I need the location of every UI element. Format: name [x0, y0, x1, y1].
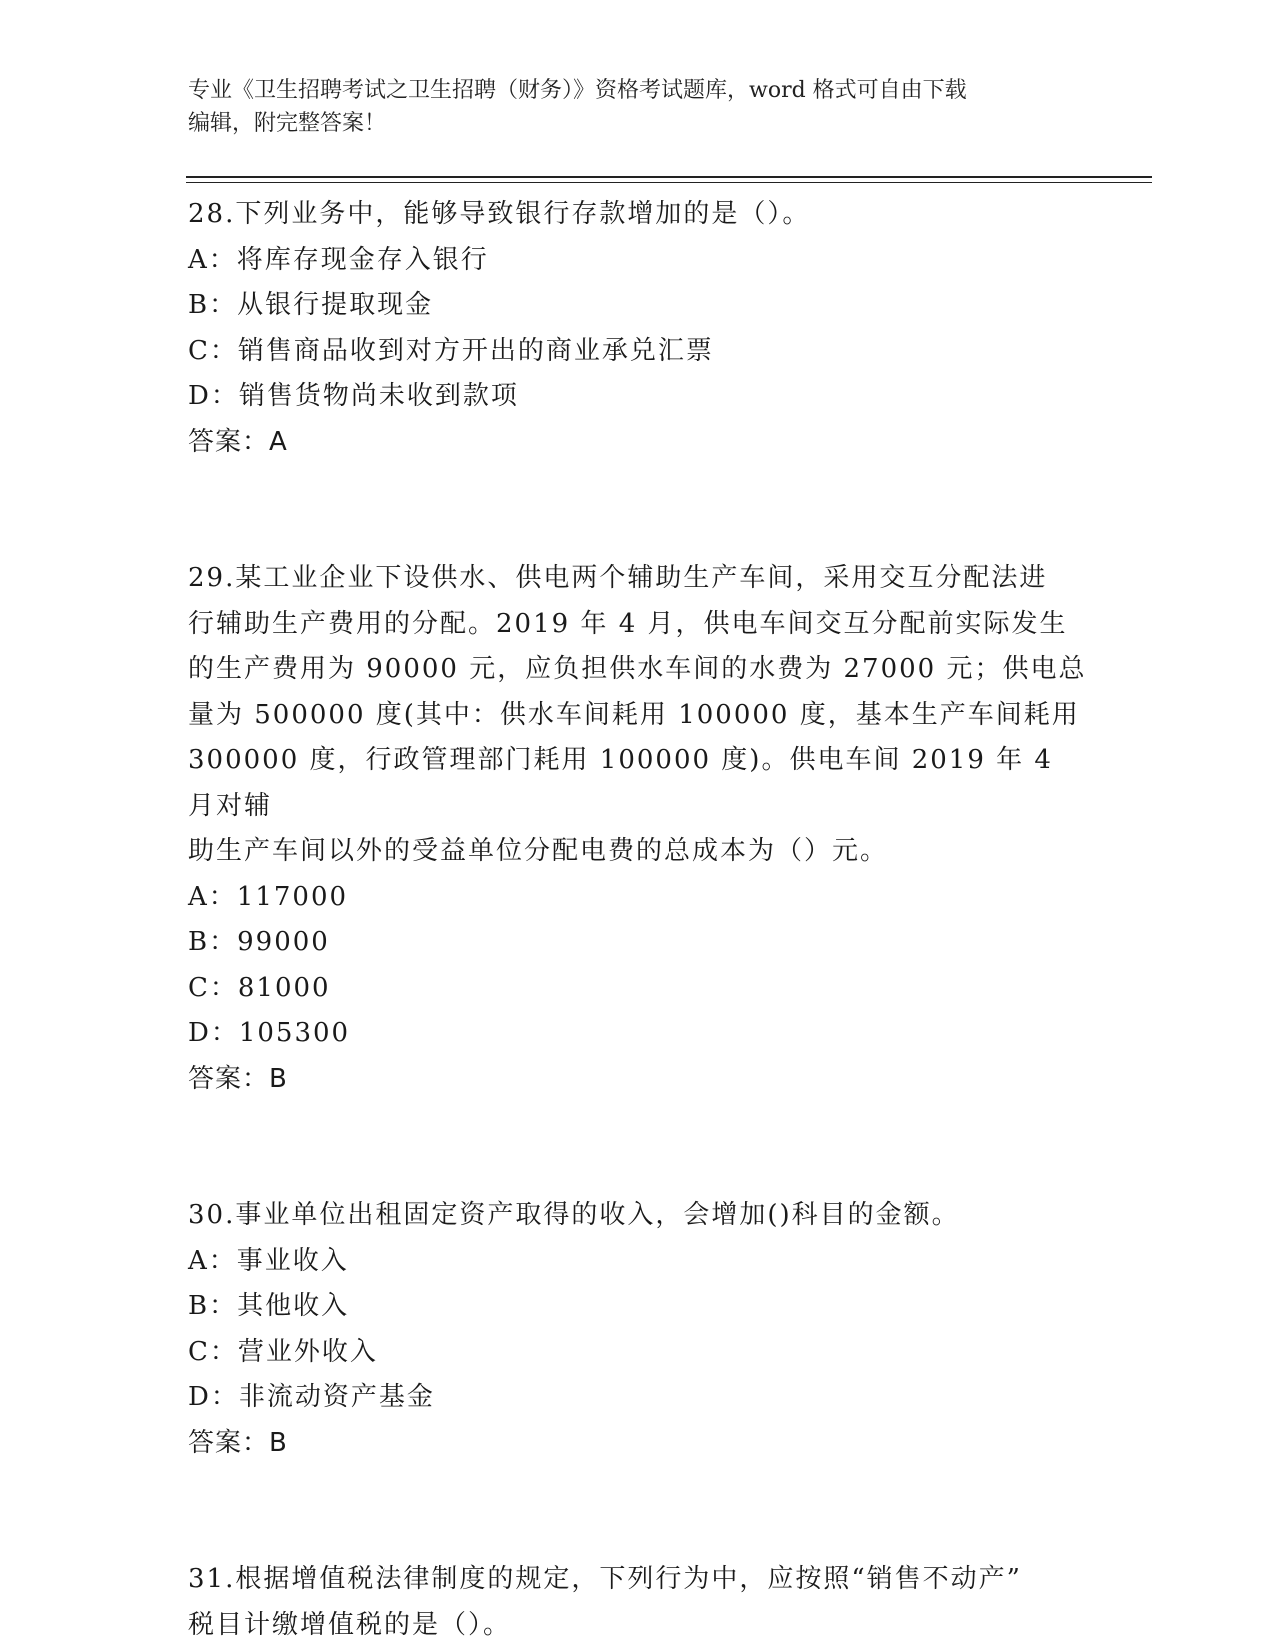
question-30: [188, 1193, 1088, 1466]
question-list: [188, 192, 1088, 1648]
spacer: [188, 1466, 1088, 1557]
question-text-line: 量为 500000 度(其中：供水车间耗用 100000 度，基本生产车间耗用: [188, 699, 1080, 730]
option-c: C：销售商品收到对方开出的商业承兑汇票: [188, 335, 714, 366]
question-text-line: 的生产费用为 90000 元，应负担供水车间的水费为 27000 元；供电总: [188, 654, 1087, 684]
question-text-line: 助生产车间以外的受益单位分配电费的总成本为（）元。: [188, 836, 889, 866]
question-29: [188, 556, 1088, 1102]
option-c: C：营业外收入: [188, 1336, 378, 1367]
option-a: A：将库存现金存入银行: [188, 244, 489, 275]
answer: 答案：B: [188, 1427, 288, 1458]
spacer: [188, 465, 1088, 556]
option-d: D：销售货物尚未收到款项: [188, 381, 519, 411]
spacer: [188, 1102, 1088, 1193]
option-b: B：99000: [188, 927, 330, 957]
question-text-line: 300000 度，行政管理部门耗用 100000 度)。供电车间 2019 年 4 月对辅: [188, 745, 1053, 821]
option-b: B：其他收入: [188, 1291, 350, 1321]
header-line-2: 编辑，附完整答案！: [188, 111, 387, 136]
question-31: [188, 1557, 1088, 1648]
document-header: [188, 74, 1088, 140]
question-text-line: 31.根据增值税法律制度的规定，下列行为中，应按照“销售不动产”: [188, 1564, 1022, 1594]
option-d: D：非流动资产基金: [188, 1382, 435, 1412]
answer: 答案：B: [188, 1063, 288, 1094]
header-divider-bottom: [186, 182, 1152, 183]
option-b: B：从银行提取现金: [188, 290, 434, 320]
option-d: D：105300: [188, 1018, 351, 1048]
question-text-line: 税目计缴增值税的是（）。: [188, 1609, 512, 1640]
question-text: 30.事业单位出租固定资产取得的收入，会增加()科目的金额。: [188, 1200, 960, 1230]
question-text-line: 行辅助生产费用的分配。2019 年 4 月，供电车间交互分配前实际发生: [188, 608, 1068, 639]
question-text: 28.下列业务中，能够导致银行存款增加的是（）。: [188, 199, 811, 229]
answer: 答案：A: [188, 426, 288, 457]
option-c: C：81000: [188, 972, 331, 1003]
header-line-1: 专业《卫生招聘考试之卫生招聘（财务）》资格考试题库，word 格式可自由下载: [188, 78, 967, 103]
header-divider-top: [186, 176, 1152, 178]
question-28: [188, 192, 1088, 465]
question-text-line: 29.某工业企业下设供水、供电两个辅助生产车间，采用交互分配法进: [188, 563, 1048, 593]
option-a: A：117000: [188, 881, 349, 912]
option-a: A：事业收入: [188, 1245, 349, 1276]
